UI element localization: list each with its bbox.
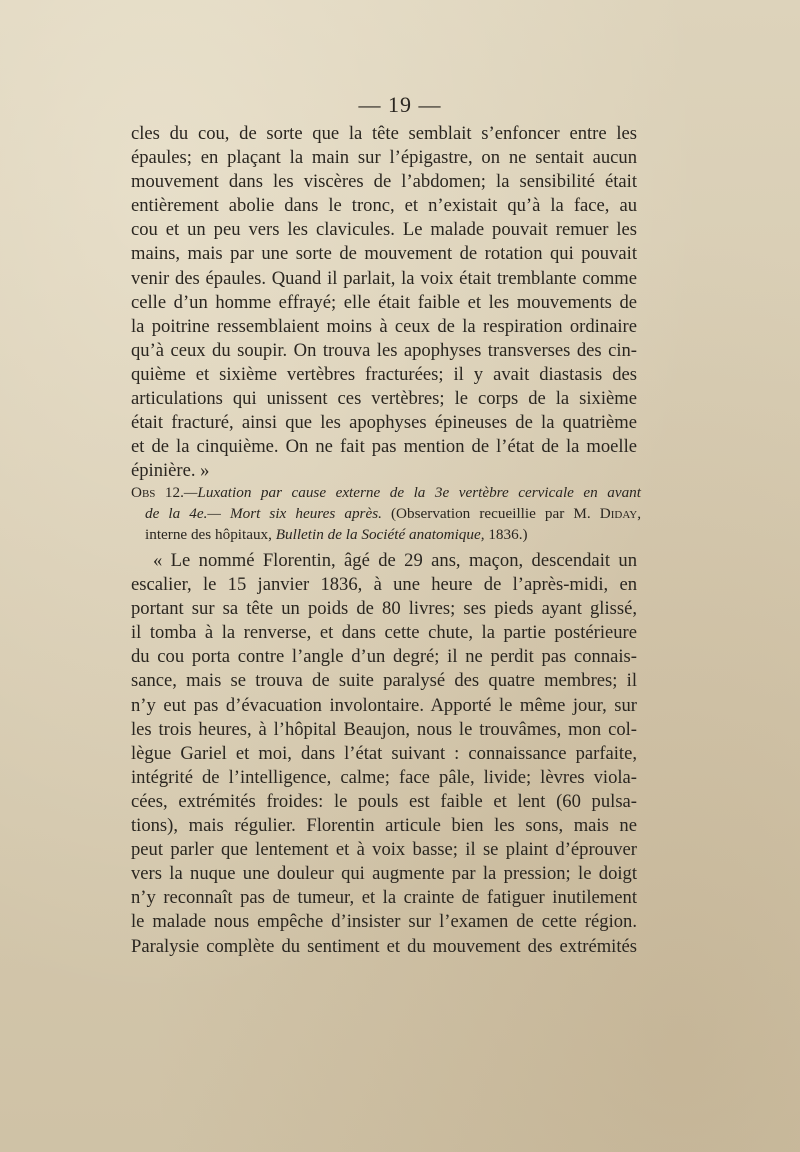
text-line: mouvement dans les viscères de l’abdomen; la sensibilité était	[131, 171, 637, 193]
observation-journal: Bulletin de la Société anatomique,	[275, 526, 485, 543]
observation-source: (Observation recueillie par M.	[381, 505, 600, 522]
text-line: intégrité de l’intelligence, calme; face pâle, livide; lèvres viola-	[131, 766, 637, 788]
text-line: portant sur sa tête un poids de 80 livres; ses pieds ayant glissé,	[131, 598, 637, 620]
text-line: qu’à ceux du soupir. On trouva les apophyses transverses des cin-	[131, 339, 637, 361]
text-line: cles du cou, de sorte que la tête semblait s’enfoncer entre les	[131, 123, 637, 144]
observation-outcome: de la 4e.— Mort six heures après.	[145, 505, 382, 522]
observation-line-2	[131, 503, 641, 524]
text-line: il tomba à la renverse, et dans cette chute, la partie postérieure	[131, 622, 637, 644]
observation-body	[131, 549, 637, 959]
page-number: — 19 —	[358, 92, 442, 117]
text-line: escalier, le 15 janvier 1836, à une heure de l’après-midi, en	[131, 574, 637, 596]
observation-title: —Luxation par cause externe de la 3e vertèbre cervicale en avant	[183, 484, 641, 501]
observation-author: Diday,	[599, 505, 641, 522]
text-line: articulations qui unissent ces vertèbres; le corps de la sixième	[131, 388, 637, 410]
text-line: et de la cinquième. On ne fait pas mention de l’état de la moelle	[131, 436, 637, 458]
text-line: du cou porta contre l’angle d’un degré; il ne perdit pas connais-	[131, 646, 637, 668]
text-line: « Le nommé Florentin, âgé de 29 ans, maçon, descendait un	[153, 550, 637, 571]
observation-year: 1836.)	[484, 526, 528, 543]
observation-author-role: interne des hôpitaux,	[145, 526, 276, 543]
text-line: venir des épaules. Quand il parlait, la voix était tremblante comme	[131, 267, 637, 289]
text-line: épinière. »	[131, 460, 210, 482]
observation-line-3	[131, 524, 641, 545]
text-line: n’y reconnaît pas de tumeur, et la crainte de fatiguer inutilement	[131, 887, 637, 909]
observation-line-1	[131, 482, 641, 503]
text-line: vers la nuque une douleur qui augmente par la pression; le doigt	[131, 863, 637, 885]
observation-label: Obs 12.	[131, 484, 184, 501]
text-line: quième et sixième vertèbres fracturées; il y avait diastasis des	[131, 363, 637, 385]
text-line: celle d’un homme effrayé; elle était faible et les mouvements de	[131, 291, 637, 313]
text-line: Paralysie complète du sentiment et du mouvement des extrémités	[131, 935, 637, 957]
text-line: mains, mais par une sorte de mouvement de rotation qui pouvait	[131, 243, 637, 265]
observation-heading	[131, 482, 641, 545]
text-line: n’y eut pas d’évacuation involontaire. Apporté le même jour, sur	[131, 694, 637, 716]
text-line: sance, mais se trouva de suite paralysé des quatre membres; il	[131, 670, 637, 692]
text-line: le malade nous empêche d’insister sur l’examen de cette région.	[131, 911, 637, 933]
text-line: tions), mais régulier. Florentin articule bien les sons, mais ne	[131, 815, 637, 837]
paragraph-continued	[131, 122, 637, 483]
text-line: était fracturé, ainsi que les apophyses épineuses de la quatrième	[131, 412, 637, 434]
text-line: épaules; en plaçant la main sur l’épigastre, on ne sentait aucun	[131, 147, 637, 169]
text-line: la poitrine ressemblaient moins à ceux de la respiration ordinaire	[131, 315, 637, 337]
text-line: les trois heures, à l’hôpital Beaujon, nous le trouvâmes, mon col-	[131, 718, 637, 740]
text-line: peut parler que lentement et à voix basse; il se plaint d’éprouver	[131, 839, 637, 861]
text-line: lègue Gariel et moi, dans l’état suivant : connaissance parfaite,	[131, 742, 637, 764]
text-line: cou et un peu vers les clavicules. Le malade pouvait remuer les	[131, 219, 637, 241]
text-line: entièrement abolie dans le tronc, et n’existait qu’à la face, au	[131, 195, 637, 217]
text-line: cées, extrémités froides: le pouls est faible et lent (60 pulsa-	[131, 790, 637, 812]
